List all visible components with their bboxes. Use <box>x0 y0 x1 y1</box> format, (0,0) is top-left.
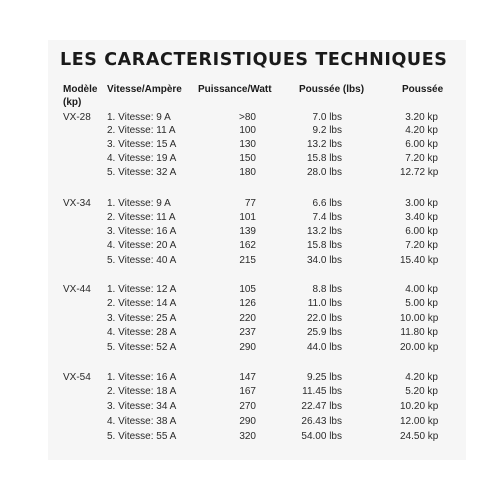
speed-cell: 4. Vitesse: 19 A <box>107 153 177 164</box>
speed-cell: 2. Vitesse: 11 A <box>107 125 176 136</box>
power-cell: 100 <box>239 125 256 136</box>
table-row <box>0 198 500 210</box>
power-cell: 130 <box>239 139 256 150</box>
power-cell: 101 <box>239 212 256 223</box>
header-thrust-lbs: Poussée (lbs) <box>299 84 365 95</box>
thrust-lbs-cell: 9.2 lbs <box>312 125 342 136</box>
thrust-lbs-cell: 13.2 lbs <box>306 139 342 150</box>
power-cell: 180 <box>239 167 256 178</box>
thrust-kp-cell: 7.20 kp <box>405 153 438 164</box>
table-header-row <box>0 84 500 96</box>
power-cell: 290 <box>239 342 256 353</box>
table-header-row-2 <box>0 97 500 109</box>
thrust-kp-cell: 3.40 kp <box>405 212 438 223</box>
power-cell: 237 <box>239 327 256 338</box>
table-row <box>0 401 500 413</box>
thrust-kp-cell: 3.00 kp <box>405 198 438 209</box>
table-row <box>0 327 500 339</box>
thrust-kp-cell: 4.20 kp <box>405 125 438 136</box>
table-row <box>0 212 500 224</box>
speed-cell: 4. Vitesse: 20 A <box>107 240 177 251</box>
thrust-kp-cell: 4.00 kp <box>405 284 438 295</box>
table-row <box>0 298 500 310</box>
speed-cell: 3. Vitesse: 25 A <box>107 313 177 324</box>
thrust-kp-cell: 6.00 kp <box>405 139 438 150</box>
thrust-kp-cell: 5.20 kp <box>405 386 438 397</box>
speed-cell: 3. Vitesse: 34 A <box>107 401 177 412</box>
thrust-kp-cell: 4.20 kp <box>405 372 438 383</box>
page-title: LES CARACTERISTIQUES TECHNIQUES <box>60 50 448 70</box>
thrust-kp-cell: 5.00 kp <box>405 298 438 309</box>
thrust-kp-cell: 24.50 kp <box>400 431 439 442</box>
speed-cell: 2. Vitesse: 14 A <box>107 298 177 309</box>
table-row <box>0 284 500 296</box>
speed-cell: 5. Vitesse: 55 A <box>107 431 177 442</box>
header-power: Puissance/Watt <box>198 84 272 95</box>
thrust-lbs-cell: 6.6 lbs <box>312 198 342 209</box>
thrust-kp-cell: 6.00 kp <box>405 226 438 237</box>
power-cell: >80 <box>239 112 256 123</box>
speed-cell: 4. Vitesse: 28 A <box>107 327 177 338</box>
table-row <box>0 255 500 267</box>
thrust-lbs-cell: 54.00 lbs <box>301 431 342 442</box>
table-row <box>0 372 500 384</box>
thrust-lbs-cell: 7.4 lbs <box>312 212 342 223</box>
speed-cell: 2. Vitesse: 11 A <box>107 212 176 223</box>
thrust-lbs-cell: 34.0 lbs <box>306 255 342 266</box>
power-cell: 167 <box>239 386 256 397</box>
thrust-lbs-cell: 44.0 lbs <box>306 342 342 353</box>
speed-cell: 4. Vitesse: 38 A <box>107 416 177 427</box>
thrust-kp-cell: 7.20 kp <box>405 240 438 251</box>
table-row <box>0 226 500 238</box>
thrust-lbs-cell: 22.47 lbs <box>301 401 342 412</box>
speed-cell: 5. Vitesse: 32 A <box>107 167 177 178</box>
thrust-kp-cell: 10.20 kp <box>400 401 439 412</box>
table-row <box>0 386 500 398</box>
power-cell: 162 <box>239 240 256 251</box>
power-cell: 150 <box>239 153 256 164</box>
power-cell: 126 <box>239 298 256 309</box>
thrust-lbs-cell: 15.8 lbs <box>306 240 342 251</box>
table-row <box>0 313 500 325</box>
power-cell: 220 <box>239 313 256 324</box>
header-speed: Vitesse/Ampère <box>107 84 182 95</box>
model-name: VX-54 <box>63 372 91 383</box>
power-cell: 147 <box>239 372 256 383</box>
power-cell: 290 <box>239 416 256 427</box>
thrust-kp-cell: 12.00 kp <box>400 416 439 427</box>
speed-cell: 3. Vitesse: 15 A <box>107 139 177 150</box>
thrust-lbs-cell: 15.8 lbs <box>306 153 342 164</box>
header-thrust-kp: Poussée <box>402 84 444 95</box>
thrust-kp-cell: 3.20 kp <box>405 112 438 123</box>
thrust-kp-cell: 10.00 kp <box>400 313 439 324</box>
thrust-kp-cell: 15.40 kp <box>400 255 439 266</box>
header-model-unit: (kp) <box>63 97 82 108</box>
thrust-lbs-cell: 22.0 lbs <box>306 313 342 324</box>
thrust-lbs-cell: 9.25 lbs <box>306 372 342 383</box>
power-cell: 105 <box>239 284 256 295</box>
speed-cell: 1. Vitesse: 16 A <box>107 372 177 383</box>
speed-cell: 2. Vitesse: 18 A <box>107 386 177 397</box>
thrust-lbs-cell: 8.8 lbs <box>312 284 342 295</box>
speed-cell: 5. Vitesse: 40 A <box>107 255 177 266</box>
thrust-lbs-cell: 28.0 lbs <box>306 167 342 178</box>
power-cell: 320 <box>239 431 256 442</box>
thrust-lbs-cell: 13.2 lbs <box>306 226 342 237</box>
power-cell: 139 <box>239 226 256 237</box>
thrust-lbs-cell: 11.0 lbs <box>307 298 342 309</box>
speed-cell: 1. Vitesse: 9 A <box>107 198 171 209</box>
power-cell: 215 <box>239 255 256 266</box>
thrust-kp-cell: 11.80 kp <box>400 327 438 338</box>
table-row <box>0 153 500 165</box>
model-name: VX-28 <box>63 112 91 123</box>
speed-cell: 5. Vitesse: 52 A <box>107 342 177 353</box>
table-row <box>0 112 500 124</box>
thrust-lbs-cell: 26.43 lbs <box>301 416 342 427</box>
thrust-kp-cell: 12.72 kp <box>400 167 439 178</box>
table-row <box>0 240 500 252</box>
model-name: VX-44 <box>63 284 91 295</box>
thrust-lbs-cell: 11.45 lbs <box>302 386 342 397</box>
table-row <box>0 167 500 179</box>
power-cell: 270 <box>239 401 256 412</box>
header-model: Modèle <box>63 84 98 95</box>
thrust-lbs-cell: 25.9 lbs <box>306 327 342 338</box>
table-row <box>0 125 500 137</box>
power-cell: 77 <box>244 198 256 209</box>
thrust-kp-cell: 20.00 kp <box>400 342 439 353</box>
model-name: VX-34 <box>63 198 91 209</box>
table-row <box>0 431 500 443</box>
thrust-lbs-cell: 7.0 lbs <box>312 112 342 123</box>
speed-cell: 1. Vitesse: 12 A <box>107 284 177 295</box>
table-row <box>0 342 500 354</box>
speed-cell: 3. Vitesse: 16 A <box>107 226 177 237</box>
table-row <box>0 416 500 428</box>
table-row <box>0 139 500 151</box>
speed-cell: 1. Vitesse: 9 A <box>107 112 171 123</box>
